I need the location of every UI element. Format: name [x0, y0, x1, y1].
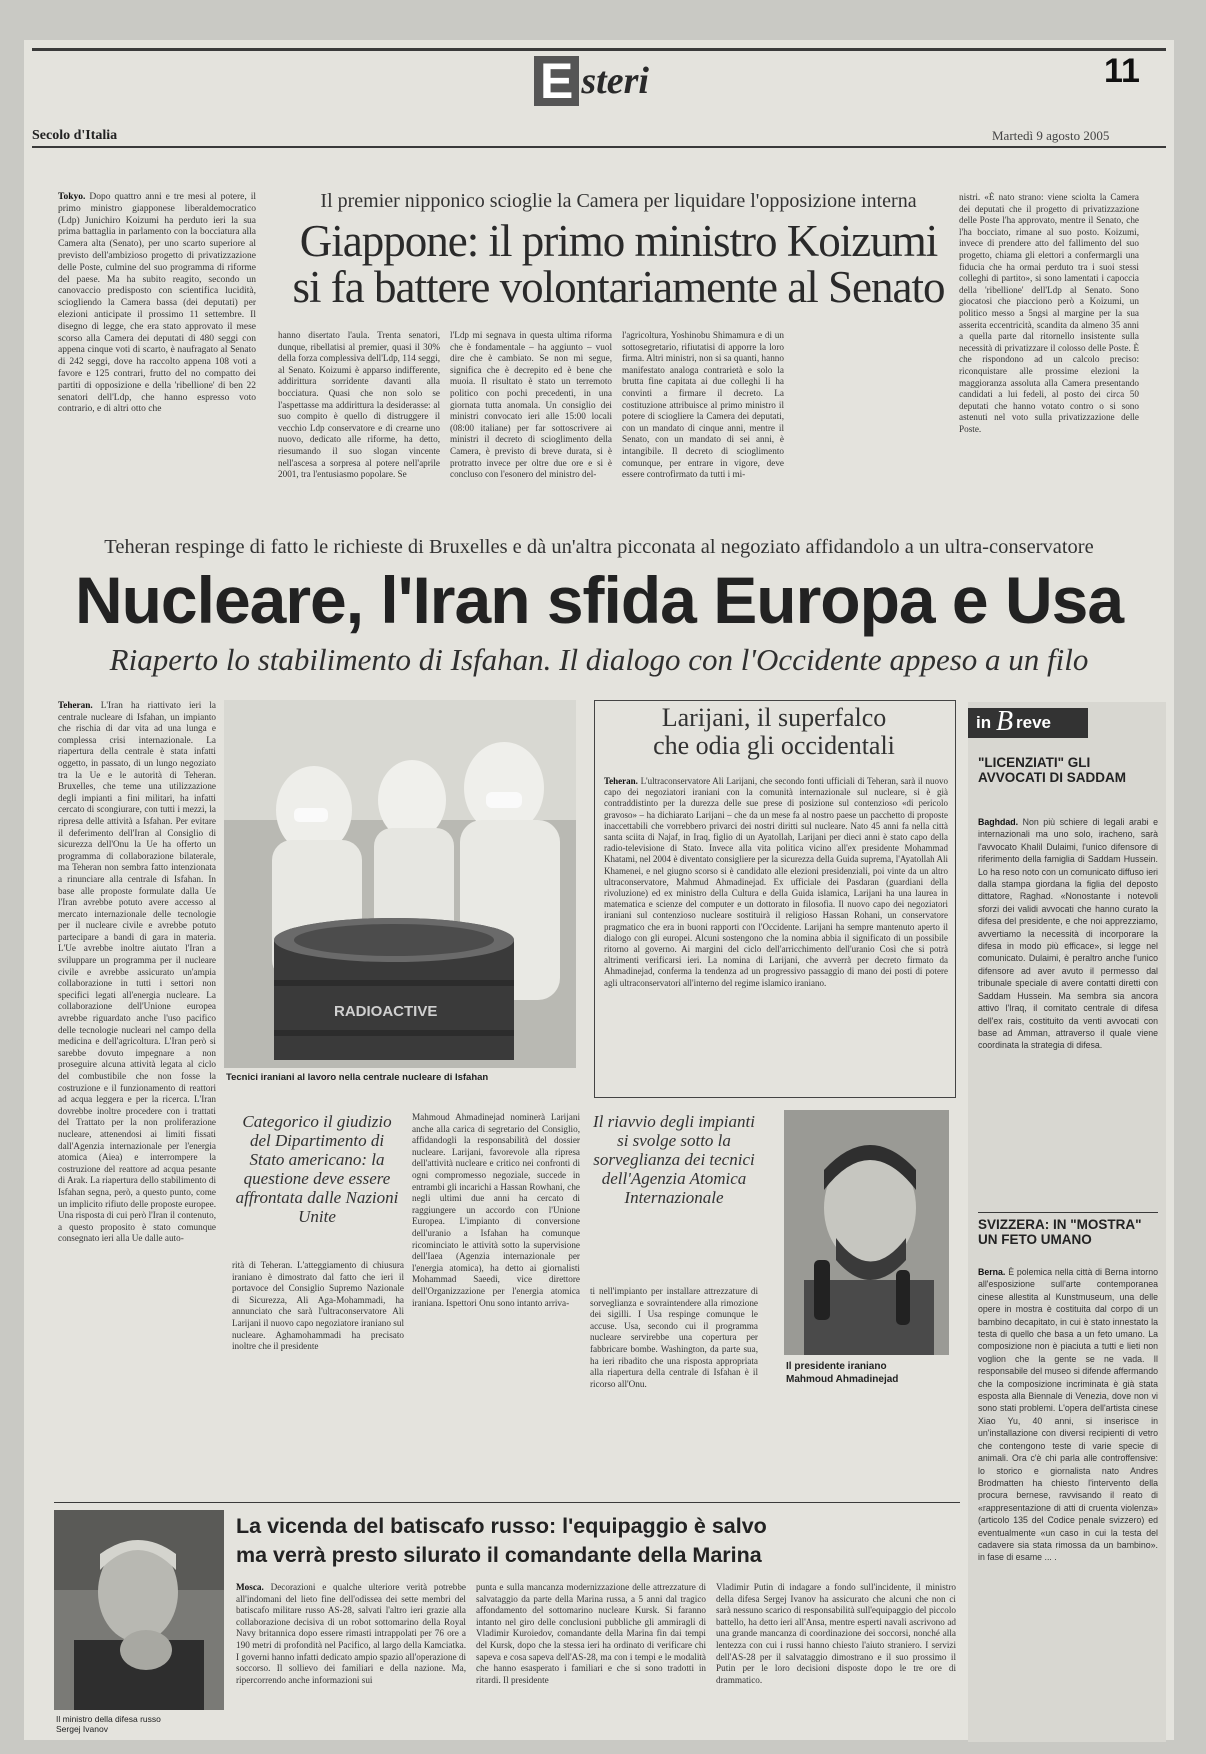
- larijani-headline: [600, 704, 948, 760]
- batiscafo-headline-line-1: La vicenda del batiscafo russo: l'equipaggio è salvo: [236, 1514, 767, 1538]
- batiscafo-column-1: [236, 1582, 466, 1732]
- ahmadinejad-photo: [784, 1110, 949, 1355]
- iran-pullquote-right: Il riavvio degli impianti si svolge sotto la sorveglianza dei tecnici dell'Agenzia Atomica Internazionale: [593, 1112, 755, 1207]
- brevi-item1-body: [978, 816, 1158, 1206]
- ivanov-illustration: [54, 1510, 224, 1710]
- iran-col1-text: L'Iran ha riattivato ieri la centrale nucleare di Isfahan, un impianto che rischia di dar vita ad una lunga e complessa crisi internazionale. La riapertura della centrale è stata infatti oggetto, in passato, di un lungo negoziato tra la Ue e le autorità di Teheran. Bruxelles, che teme una utilizzazione degli impianti a fini militari, ha infatti cercato di scongiurare, con tutti i mezzi, la ripresa delle attività a Isfahan. Per evitare il deferimento dell'Iran al Consiglio di sicurezza dell'Onu la Ue ha offerto un programma di collaborazione bilaterale, ma Teheran non sembra fatto intenzionata a rinunciare alla centrale di Isfahan. In base alle proposte formulate dalla Ue l'Iran avrebbe potuto avere accesso al mercato internazionale delle tecnologie per il nucleare civile e avrebbe potuto partecipare a bandi di gara in materia. L'Ue avrebbe inoltre aiutato l'Iran a sviluppare un programma per il nucleare civile e avrebbe assicurato un'ampia collaborazione in tutti i settori non specifici legati all'energia nucleare. La collaborazione dell'Unione europea avrebbe riguardato anche l'uso pacifico delle tecnologie nucleari nel campo della medicina e dell'agricoltura. L'Iran però si sarebbe dovuto impegnare a non proseguire alcuna attività legata al ciclo del combustibile che non fosse la costruzione e il funzionamento di reattori ad acqua leggera e per la ricerca. L'Iran dovrebbe inoltre procedere con i trattati del Trattato per la non proliferazione nucleare, attenendosi ai limiti fissati dall'Agenzia internazionale per l'energia atomica (Aiea) e interrompere la costruzione del reattore ad acqua pesante di Arak. La riapertura dello stabilimento di Isfahan segna, però, a questo punto, come un implicito rifiuto delle proposte europee. Una risposta di cui però l'Iran il contenuto, a questo proposito è stato comunque consegnato ieri alla Ue dalle auto-: [58, 700, 216, 1244]
- japan-headline-line-1: Giappone: il primo ministro Koizumi: [299, 216, 938, 266]
- ivanov-caption-line-2: Sergej Ivanov: [56, 1724, 108, 1734]
- technicians-illustration: [224, 700, 576, 1068]
- ahmadinejad-caption: [786, 1360, 956, 1386]
- brevi-item1-title: "LICENZIATI" GLI AVVOCATI DI SADDAM: [978, 755, 1126, 785]
- inbreve-initial: B: [996, 706, 1014, 737]
- iran-column-mid-a: rità di Teheran. L'atteggiamento di chiusura iraniano è dimostrato dal fatto che ieri il portavoce del Consiglio Supremo Nazionale di Sicurezza, Ali Aga-Mohammadi, ha annunciato che sarà l'ultraconservatore Ali Larijani il nuovo capo negoziatore iraniano sul nucleare. Aghamohammadi ha precisato inoltre che il presidente: [232, 1260, 404, 1352]
- batiscafo-rule: [54, 1502, 960, 1503]
- iran-dateline: Teheran.: [58, 700, 93, 710]
- iran-column-mid-b: Mahmoud Ahmadinejad nominerà Larijani anche alla carica di segretario del Consiglio, affidandogli la responsabilità del dossier nucleare. Larijani, favorevole alla ripresa dell'attività nucleare e critico nei confronti di ogni compromesso negoziale, succede in entrambi gli incarichi a Hassan Rowhani, che negli ultimi due anni ha cercato di raggiungere un accordo con l'Unione Europea. L'impianto di conversione dell'uranio a Isfahan ha comunque ricominciato le attività sotto la supervisione dell'Iaea (Agenzia internazionale per l'energia atomica), ha detto ai giornalisti Mohammad Saeedi, vice direttore dell'Organizzazione per l'energia atomica iraniana. Ispettori Onu sono intanto arriva-: [412, 1112, 580, 1308]
- brevi-item2-body: [978, 1266, 1158, 1724]
- batiscafo-column-2: punta e sulla mancanza modernizzazione delle attrezzature di salvataggio da parte della Marina russa, a 5 anni dal tragico affondamento del sottomarino nucleare Kursk. Si faranno intanto nel giro delle conclusioni pubbliche gli ammiragli di Vladimir Kuroiedov, comandante della Marina fin dai tempi del Kursk, dopo che la stessa ieri ha ordinato di verificare chi sapeva e cosa sapeva dell'AS-28, ma con i tempi e le modalità che hanno esasperato i familiari e che si sono tradotti in ritardi. Il presidente: [476, 1582, 706, 1685]
- ahmadinejad-illustration: [784, 1110, 949, 1355]
- larijani-dateline: Teheran.: [604, 776, 638, 786]
- ivanov-caption-line-1: Il ministro della difesa russo: [56, 1714, 161, 1724]
- section-title: [534, 53, 649, 109]
- iran-kicker: Teheran respinge di fatto le richieste di Bruxelles e dà un'altra picconata al negoziato affidandolo a un ultra-conservatore: [104, 536, 1094, 558]
- japan-kicker: Il premier nipponico scioglie la Camera per liquidare l'opposizione interna: [320, 190, 917, 212]
- japan-dateline: Tokyo.: [58, 192, 86, 202]
- masthead-rule: [32, 146, 1166, 148]
- brevi-item2-text: È polemica nella città di Berna intorno all'esposizione sull'arte contemporanea cinese allestita al Kunstmuseum, una delle opere in mostra è costituita dal corpo di un bambino decapitato, in cui è stato innestato la testa di quello che basa a un feto umano. La composizione non è piaciuta a tutti e lieti non voglion che la gente se ne vada. Il responsabile del museo si difende affermando che la composizione incriminata è già stata esposta alla Biennale di Venezia, dove non vi sono stati problemi. L'opera dell'artista cinese Xiao Yu, 40 anni, si inserisce in un'installazione con diversi recipienti di vetro che contengono teste di varie specie di animali. Ora c'è chi parla alle controffensive: lo storico e giornalista nato Andres Brodmatten ha chiesto l'intervento della procura bernese, ravvisando il reato di «rappresentazione di atti di cruenta violenza» (articolo 135 del Codice penale svizzero) ed eventualmente «un caso in cui la testa del cadavere sia stata rimossa da un bambino».: [978, 1267, 1158, 1550]
- larijani-headline-line-2: che odia gli occidentali: [653, 731, 895, 760]
- batiscafo-headline: [236, 1512, 966, 1570]
- issue-date: Martedì 9 agosto 2005: [992, 128, 1110, 143]
- larijani-text: L'ultraconservatore Ali Larijani, che secondo fonti ufficiali di Teheran, sarà il nuovo capo dei negoziatori iraniani con la comunità internazionale sul nucleare, si è già contraddistinto per la durezza delle sue prese di posizione sul contenzioso «di pericolo gravoso» – ha dichiarato Larijani – che da un mese fa al nostro paese un pacchetto di proposte inaccettabili che vorrebbero privarci dei nostri diritti sul nucleare. Nato 45 anni fa nella città santa sciita di Najaf, in Iraq, figlio di un Ayatollah, Larijani per dieci anni è stato capo della radio-televisione di Stato. Invece alla vita politica vicino all'ex presidente Mohammad Khatami, nel 2004 è diventato consigliere per la sicurezza della Guida suprema, l'Ayatollah Ali Khamenei, e nel giugno scorso si è candidato alle elezioni presidenziali, poi vinte da un altro ultraconservatore, Mahmud Ahmadinejad. Ex ufficiale dei Pasdaran (guardiani della rivoluzione) ed ex ministro della Cultura e della Guida islamica, Larijani ha una laurea in matematica e scienze del computer e un dottorato in filosofia. Il nuovo capo dei negoziatori iraniani sul contenzioso nucleare sostituirà il religioso Hassan Rohani, un conservatore pragmatico che era in buoni rapporti con l'Occidente. Larijani ha sempre mantenuto aperto il dialogo con gli europei. Alcuni sostengono che la nomina abbia il significato di un possibile ritorno al governo. Ai margini del ciclo dell'arricchimento dell'uranio Così che si potrà altrimenti verificarsi ieri. La nomina di Larijani, che avverrà per decreto firmato da Ahmadinejad, conferma la tendenza ad un progressivo passaggio di mano dei posti di potere agli ultraconservatori all'interno del regime islamico iraniano.: [604, 776, 948, 988]
- section-name: steri: [581, 60, 649, 102]
- larijani-headline-line-1: Larijani, il superfalco: [661, 703, 887, 732]
- japan-headline: [276, 218, 961, 310]
- inbreve-in: in: [976, 713, 992, 732]
- top-rule: [32, 48, 1166, 51]
- paper-name: Secolo d'Italia: [32, 128, 118, 143]
- batiscafo-col1-text: Decorazioni e qualche ulteriore verità potrebbe all'indomani del lieto fine dell'odissea dei sette membri del batiscafo militare russo AS-28, salvati l'altro ieri grazie alla collaborazione decisiva di un robot sottomarino della Royal Navy britannica dopo essere rimasti intrappolati per 76 ore a 190 metri di profondità nel Pacifico, al largo della Kamciatka. I governi hanno infatti dedicato ampio spazio all'operazione di soccorso. Il sollievo dei familiari e della nazione. Ma, ripercorrendo anche informazioni sui: [236, 1582, 466, 1685]
- japan-column-2: hanno disertato l'aula. Trenta senatori, dunque, ribellatisi al premier, quasi il 30% della forza complessiva dell'Ldp, 114 seggi, al Senato. Koizumi è apparso indifferente, addirittura sorridente davanti alla bocciatura. Quasi che non solo se l'aspettasse ma addirittura la desiderasse: al suo compito è quello di distruggere il vecchio Ldp conservatore e di crearne uno nuovo, dedicato alle riforme, ha detto, riesumando il suo slogan vincente nell'ascesa a sorpresa al potere nell'aprile 2001, tra l'entusiasmo popolare. Se: [278, 330, 440, 480]
- brevi-item2-dateline: Berna.: [978, 1267, 1006, 1277]
- inbreve-rest: reve: [1016, 713, 1051, 732]
- ahmadinejad-caption-line-2: Mahmoud Ahmadinejad: [786, 1374, 899, 1385]
- iran-subhead: Riaperto lo stabilimento di Isfahan. Il dialogo con l'Occidente appeso a un filo: [109, 642, 1089, 677]
- brevi-item1-dateline: Baghdad.: [978, 817, 1019, 827]
- batiscafo-dateline: Mosca.: [236, 1582, 264, 1592]
- japan-column-1: [58, 192, 256, 528]
- batiscafo-column-3: Vladimir Putin di indagare a fondo sull'incidente, il ministro della difesa Sergej Ivanov ha assicurato che alcuni che non ci sarà nessuno scarico di responsabilità sull'equipaggio del piccolo battello, ha detto ieri all'Ansa, mentre esperti navali ascrivono ad una grande mancanza di coordinazione dei soccorsi, nonché alla lentezza con cui i russi hanno chiesto l'aiuto straniero. I servizi dell'AS-28 per il salvataggio dimostrano e il suo prossimo il Putin per le loro decisioni disposte dopo le tre ore di drammatico.: [716, 1582, 956, 1685]
- brevi-item1-text: Non più schiere di legali arabi e internazionali ma uno solo, iracheno, sarà l'avvocato Khalil Dulaimi, l'unico difensore di riferimento della famiglia di Saddam Hussein. Lo ha reso noto con un comunicato diffuso ieri dalla stampa giordana la figlia del deposto dittatore, Raghad. «Nonostante i notevoli sforzi dei validi avvocati che hanno curato la difesa del presidente, e che noi apprezziamo, avvertiamo la necessità di incorporare la difesa in modo più efficace», si legge nel comunicato. Dulaimi, è peraltro anche l'unico difensore ad aver avuto il permesso dal tribunale speciale di avere contatti diretti con Saddam Hussein. Ma sembra sia ancora attivo l'Iraq, il comitato centrale di difesa dell'ex rais, costituito da venti avvocati con base ad Amman, attraverso il quale viene coordinata la strategia di difesa.: [978, 817, 1158, 1051]
- ivanov-photo: [54, 1510, 224, 1710]
- technicians-caption: Tecnici iraniani al lavoro nella centrale nucleare di Isfahan: [226, 1072, 489, 1083]
- newspaper-page: [24, 40, 1174, 1740]
- ahmadinejad-caption-line-1: Il presidente iraniano: [786, 1361, 887, 1372]
- ivanov-caption: [56, 1714, 226, 1734]
- page-number: 11: [1104, 52, 1140, 90]
- iran-column-1: [58, 700, 216, 1500]
- japan-column-3: l'Ldp mi segnava in questa ultima riforma che è fondamentale – ha aggiunto – vuol dire che è cambiato. Se non mi segue, significa che è decrepito ed è bene che muoia. Il risultato è stato un terremoto politico con pochi precedenti, in una giornata tutta anomala. Un consiglio dei ministri convocato ieri alle 15:00 locali (08:00 italiane) per far sottoscrivere ai ministri il decreto di scioglimento della Camera, è previsto di breve durata, si è protratto invece per oltre due ore e si è concluso con l'esonero del ministro del-: [450, 330, 612, 480]
- brevi-item2-title: SVIZZERA: IN "MOSTRA" UN FETO UMANO: [978, 1217, 1142, 1247]
- iran-headline: Nucleare, l'Iran sfida Europa e Usa: [74, 563, 1124, 637]
- section-initial: E: [534, 56, 579, 106]
- brevi-item2-tail: in fase di esame ... .: [978, 1552, 1057, 1563]
- brevi-divider: [978, 1212, 1158, 1213]
- batiscafo-headline-line-2: ma verrà presto silurato il comandante della Marina: [236, 1543, 762, 1567]
- barrel-label: RADIOACTIVE: [334, 1003, 438, 1020]
- japan-col1-text: Dopo quattro anni e tre mesi al potere, il primo ministro giapponese liberaldemocratico (Ldp) Junichiro Koizumi ha perduto ieri la sua prima battaglia in parlamento con la bocciatura alla Camera alta (Senato), per uno scarto superiore al previsto dell'ambizioso progetto di privatizzazione delle Poste, culmine del suo programma di riforme del paese. Ma ha subito reagito, secondo un canovaccio predisposto con scientifica lucidità, sciogliendo la Camera bassa (dei deputati) per elezioni anticipate il prossimo 11 settembre. Il disegno di legge, che era stato approvato il mese scorso alla Camera dei deputati di 480 seggi con appena cinque voti di scarto, è naufragato al Senato di 242 seggi, dove ha raccolto appena 108 voti a favore e 125 contrari, frutto del no compatto dei partiti di opposizione e della 'ribellione' di ben 22 senatori dell'Ldp, che hanno espresso voto contrario, e di altri otto che: [58, 192, 256, 415]
- larijani-body: [604, 776, 948, 1092]
- japan-headline-line-2: si fa battere volontariamente al Senato: [292, 262, 945, 312]
- japan-column-4: l'agricoltura, Yoshinobu Shimamura e di un sottosegretario, rifiutatisi di apporre la loro firma. Altri ministri, non si sa quanti, hanno manifestato analoga contrarietà e solo la brutta fine capitata ai due colleghi li ha convinti a firmare il decreto. La costituzione attribuisce al primo ministro il potere di sciogliere la Camera dei deputati, con un mandato di cinque anni, mentre il Senato, con un mandato di sei anni, è intangibile. Il decreto di scioglimento comunque, per entrare in vigore, deve essere controfirmato da tutti i mi-: [622, 330, 784, 480]
- inbreve-header: [968, 708, 1088, 738]
- technicians-photo: [224, 700, 576, 1068]
- japan-column-5: nistri. «È nato strano: viene sciolta la Camera dei deputati che il progetto di privatizzazione delle Poste l'ha approvato, mentre il Senato, che l'ha bocciato, rimane al suo posto. Koizumi, invece di prendere atto del fallimento del suo progetto, chiama gli elettori a confermargli una fiducia che ha ormai perduto tra i suoi stessi colleghi di partito», si sono lamentati i capoccia della 'ribellione' dell'Ldp al Senato. Sono giocatosi che piacciono però a Koizumi, un politico messo a 5ngsi al margine per la sua asserita eccentricità, scandita da almeno 35 anni a quella parte dal ritornello insistente sulla necessità di privatizzare il colosso delle Poste. È che rispondono ad un calcolo preciso: riconquistare alle prossime elezioni la maggioranza assoluta alla Camera presentando candidati a lui fedeli, al posto dei circa 50 deputati che hanno votato contro o si sono astenuti nel voto sulla privatizzazione delle Poste.: [959, 192, 1139, 434]
- iran-column-mid-c: ti nell'impianto per installare attrezzature di sorveglianza e sovraintendere alla rimozione dei sigilli. I Usa respinge comunque le accuse. Usa, secondo cui il programma nucleare servirebbe una copertura per fabbricare bombe. Washington, da parte sua, ha ieri ribadito che una risposta appropriata alla riapertura della centrale di Isfahan è il ricorso all'Onu.: [590, 1286, 758, 1389]
- iran-pullquote-left: Categorico il giudizio del Dipartimento di Stato americano: la questione deve essere affrontata dalle Nazioni Unite: [235, 1112, 399, 1226]
